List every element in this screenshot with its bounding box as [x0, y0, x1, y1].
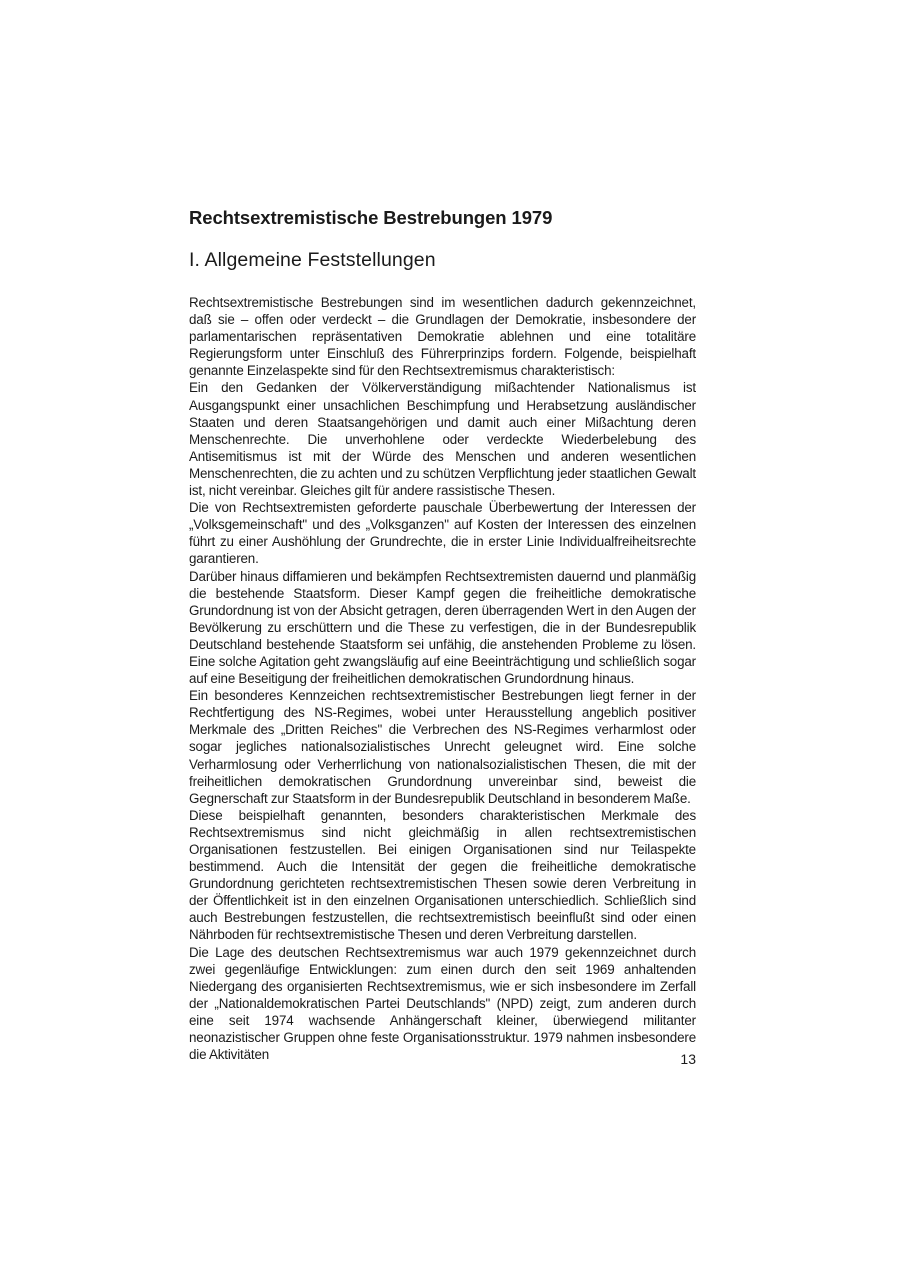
document-title: Rechtsextremistische Bestrebungen 1979: [189, 207, 553, 228]
paragraph-7: Die Lage des deutschen Rechtsextremismus war auch 1979 gekennzeichnet durch zwei gegenläufige Entwicklungen: zum einen durch den seit 1969 anhaltenden Niedergang des organisierten Rechtsextremismus, wie er sich insbesondere im Zerfall der „Nationaldemokratischen Partei Deutschlands" (NPD) zeigt, zum anderen durch eine seit 1974 wachsende Anhängerschaft kleiner, überwiegend militanter neonazistischer Gruppen ohne feste Organisationsstruktur. 1979 nahmen insbesondere die Aktivitäten: [189, 944, 696, 1063]
page-number: 13: [680, 1051, 696, 1067]
page-content: [189, 204, 696, 1063]
paragraph-2: Ein den Gedanken der Völkerverständigung mißachtender Nationalismus ist Ausgangspunkt einer unsachlichen Beschimpfung und Herabsetzung ausländischer Staaten und deren Staatsangehörigen und damit auch einer Mißachtung deren Menschenrechte. Die unverhohlene oder verdeckte Wiederbelebung des Antisemitismus ist mit der Würde des Menschen und anderen wesentlichen Menschenrechten, die zu achten und zu schützen Verpflichtung jeder staatlichen Gewalt ist, nicht vereinbar. Gleiches gilt für andere rassistische Thesen.: [189, 380, 696, 499]
section-title: I. Allgemeine Feststellungen: [189, 249, 436, 271]
paragraph-1: Rechtsextremistische Bestrebungen sind im wesentlichen dadurch gekennzeichnet, daß sie – offen oder verdeckt – die Grundlagen der Demokratie, insbesondere der parlamentarischen repräsentativen Demokratie ablehnen und eine totalitäre Regierungsform unter Einschluß des Führerprinzips fordern. Folgende, beispielhaft genannte Einzelaspekte sind für den Rechtsextremismus charakteristisch:: [189, 295, 696, 379]
paragraph-4: Darüber hinaus diffamieren und bekämpfen Rechtsextremisten dauernd und planmäßig die bestehende Staatsform. Dieser Kampf gegen die freiheitliche demokratische Grundordnung ist von der Absicht getragen, deren überragenden Wert in den Augen der Bevölkerung zu erschüttern und die These zu verfestigen, die in der Bundesrepublik Deutschland bestehende Staatsform sei unfähig, die anstehenden Probleme zu lösen. Eine solche Agitation geht zwangsläufig auf eine Beeinträchtigung und schließlich sogar auf eine Beseitigung der freiheitlichen demokratischen Grundordnung hinaus.: [189, 568, 696, 687]
body-text: [189, 294, 696, 1063]
paragraph-6: Diese beispielhaft genannten, besonders charakteristischen Merkmale des Rechtsextremismus sind nicht gleichmäßig in allen rechtsextremistischen Organisationen festzustellen. Bei einigen Organisationen sind nur Teilaspekte bestimmend. Auch die Intensität der gegen die freiheitliche demokratische Grundordnung gerichteten rechtsextremistischen Thesen sowie deren Verbreitung in der Öffentlichkeit ist in den einzelnen Organisationen unterschiedlich. Schließlich sind auch Bestrebungen festzustellen, die rechtsextremistisch beeinflußt sind oder einen Nährboden für rechtsextremistische Thesen und deren Verbreitung darstellen.: [189, 807, 696, 943]
paragraph-3: Die von Rechtsextremisten geforderte pauschale Überbewertung der Interessen der „Volksgemeinschaft" und des „Volksganzen" auf Kosten der Interessen des einzelnen führt zu einer Aushöhlung der Grundrechte, die in erster Linie Individualfreiheitsrechte garantieren.: [189, 500, 696, 567]
paragraph-5: Ein besonderes Kennzeichen rechtsextremistischer Bestrebungen liegt ferner in der Rechtfertigung des NS-Regimes, wobei unter Herausstellung angeblich positiver Merkmale des „Dritten Reiches" die Verbrechen des NS-Regimes verharmlost oder sogar jegliches nationalsozialistisches Unrecht geleugnet wird. Eine solche Verharmlosung oder Verherrlichung von nationalsozialistischen Thesen, die mit der freiheitlichen demokratischen Grundordnung unvereinbar sind, beweist die Gegnerschaft zur Staatsform in der Bundesrepublik Deutschland in besonderem Maße.: [189, 688, 696, 806]
